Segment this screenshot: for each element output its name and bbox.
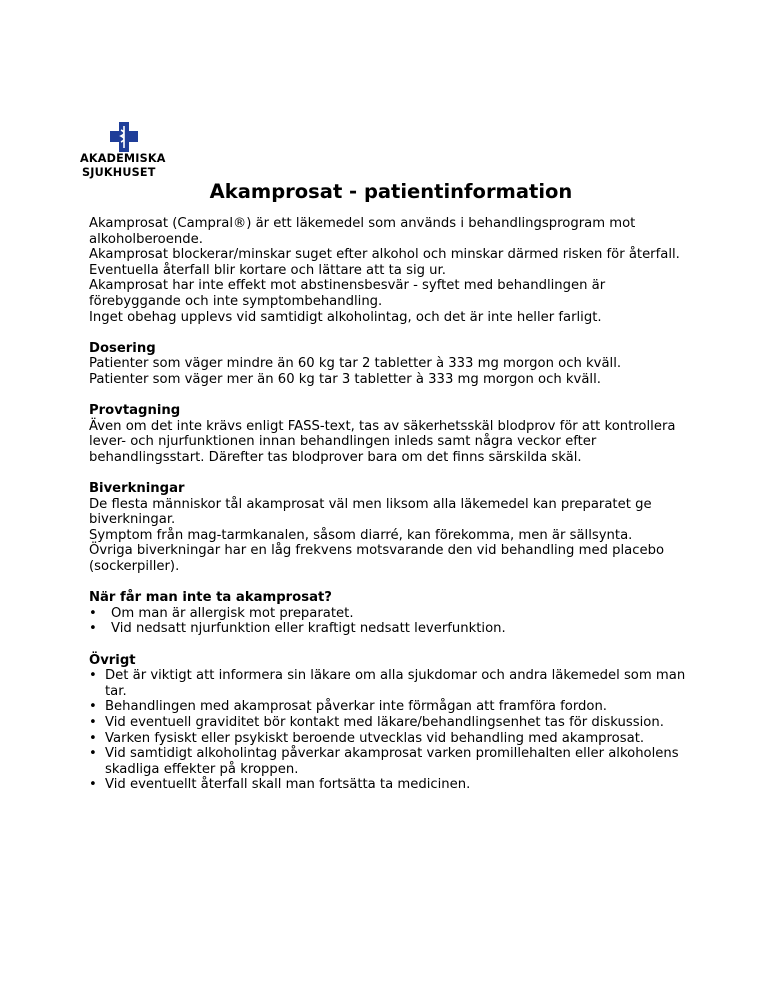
hospital-logo <box>80 122 176 184</box>
list-item: • Behandlingen med akamprosat påverkar inte förmågan att framföra fordon. <box>89 699 689 715</box>
dosering-line: Patienter som väger mer än 60 kg tar 3 tabletter à 333 mg morgon och kväll. <box>89 371 601 387</box>
intro-paragraph: Akamprosat blockerar/minskar suget efter alkohol och minskar därmed risken för återfall. Eventuella återfall blir kortare och lättare att ta sig ur. <box>89 247 680 278</box>
page-title: Akamprosat - patientinformation <box>209 180 573 203</box>
biverkningar-section <box>89 481 689 575</box>
intro-section <box>89 216 689 325</box>
provtagning-text: Även om det inte krävs enligt FASS-text, tas av säkerhetsskäl blodprov för att kontrollera lever- och njurfunktionen innan behandlingen inleds samt några veckor efter behandlingsstart. Därefter tas blodprover bara om det finns särskilda skäl. <box>89 418 676 465</box>
kontraindikationer-heading: När får man inte ta akamprosat? <box>89 590 332 606</box>
dosering-heading: Dosering <box>89 340 156 356</box>
list-item: • Vid samtidigt alkoholintag påverkar akamprosat varken promillehalten eller alkoholens skadliga effekter på kroppen. <box>89 746 689 777</box>
intro-paragraph: Inget obehag upplevs vid samtidigt alkoholintag, och det är inte heller farligt. <box>89 309 602 325</box>
list-item: • Vid nedsatt njurfunktion eller kraftigt nedsatt leverfunktion. <box>89 621 689 637</box>
provtagning-section <box>89 403 689 465</box>
list-item: • Vid eventuellt återfall skall man fortsätta ta medicinen. <box>89 777 689 793</box>
list-item: • Varken fysiskt eller psykiskt beroende utvecklas vid behandling med akamprosat. <box>89 731 689 747</box>
logo-text-line1: AKADEMISKA <box>80 152 166 165</box>
list-item: • Det är viktigt att informera sin läkare om alla sjukdomar och andra läkemedel som man tar. <box>89 668 689 699</box>
cross-emblem-icon <box>110 122 138 152</box>
logo-text-line2: SJUKHUSET <box>82 166 156 179</box>
dosering-section <box>89 341 689 388</box>
kontraindikationer-list <box>89 606 689 637</box>
biverkningar-line: Övriga biverkningar har en låg frekvens motsvarande den vid behandling med placebo (sockerpiller). <box>89 543 665 575</box>
provtagning-heading: Provtagning <box>89 403 181 419</box>
kontraindikationer-section <box>89 590 689 637</box>
biverkningar-line: De flesta människor tål akamprosat väl men liksom alla läkemedel kan preparatet ge biverkningar. <box>89 496 652 528</box>
list-item: • Vid eventuell graviditet bör kontakt med läkare/behandlingsenhet tas för diskussion. <box>89 715 689 731</box>
list-item: • Om man är allergisk mot preparatet. <box>89 606 689 622</box>
intro-paragraph: Akamprosat (Campral®) är ett läkemedel som används i behandlingsprogram mot alkoholberoende. <box>89 216 636 247</box>
intro-paragraph: Akamprosat har inte effekt mot abstinensbesvär - syftet med behandlingen är förebyggande och inte symptombehandling. <box>89 278 606 309</box>
dosering-line: Patienter som väger mindre än 60 kg tar 2 tabletter à 333 mg morgon och kväll. <box>89 356 622 372</box>
ovrigt-heading: Övrigt <box>89 652 136 668</box>
ovrigt-list <box>89 668 689 793</box>
biverkningar-heading: Biverkningar <box>89 481 185 497</box>
ovrigt-section <box>89 653 689 793</box>
document-body <box>89 216 689 793</box>
biverkningar-line: Symptom från mag-tarmkanalen, såsom diarré, kan förekomma, men är sällsynta. <box>89 527 633 543</box>
